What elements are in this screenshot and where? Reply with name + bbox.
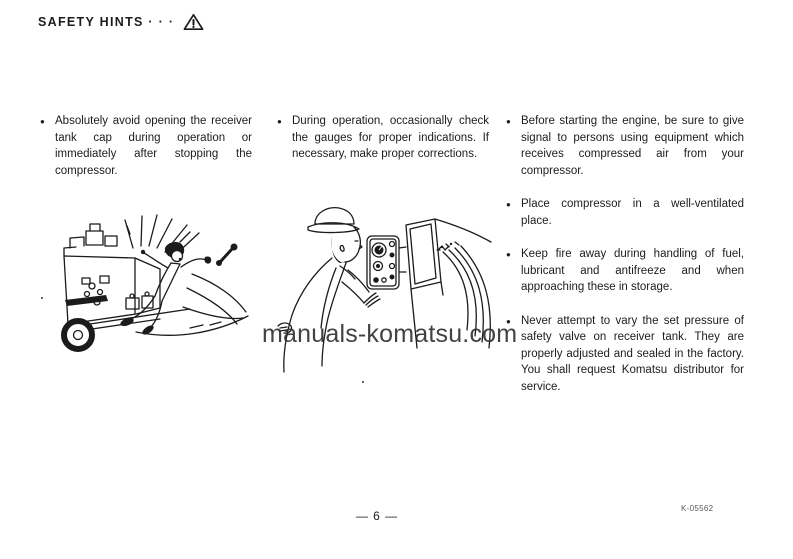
page-title: SAFETY HINTS · · ·: [38, 15, 175, 29]
bullet-item: ● Absolutely avoid opening the receiver tank cap during operation or immediately after stopping the compressor.: [40, 113, 252, 179]
page-number: — 6 —: [355, 509, 399, 523]
doc-code: K-05562: [681, 504, 714, 513]
safety-column-left: [40, 113, 252, 196]
bullet-item: ● Keep fire away during handling of fuel, lubricant and antifreeze and when approaching these in storage.: [506, 246, 744, 296]
safety-column-middle: [277, 113, 489, 180]
bullet-item: ● Place compressor in a well-ventilated place.: [506, 196, 744, 229]
bullet-item: ● During operation, occasionally check the gauges for proper indications. If necessary, make proper corrections.: [277, 113, 489, 163]
page-header: [38, 13, 204, 31]
bullet-item: ● Before starting the engine, be sure to give signal to persons using equipment which receives compressed air from your compressor.: [506, 113, 744, 179]
compressor-explosion-illustration: [40, 212, 270, 372]
safety-column-right: [506, 113, 744, 412]
watermark-text: manuals-komatsu.com: [262, 320, 518, 348]
bullet-item: ● Never attempt to vary the set pressure of safety valve on receiver tank. They are properly adjusted and sealed in the factory. You shall request Komatsu distributor for service.: [506, 313, 744, 396]
warning-triangle-icon: [183, 13, 204, 31]
gauge-check-illustration: [270, 200, 495, 385]
